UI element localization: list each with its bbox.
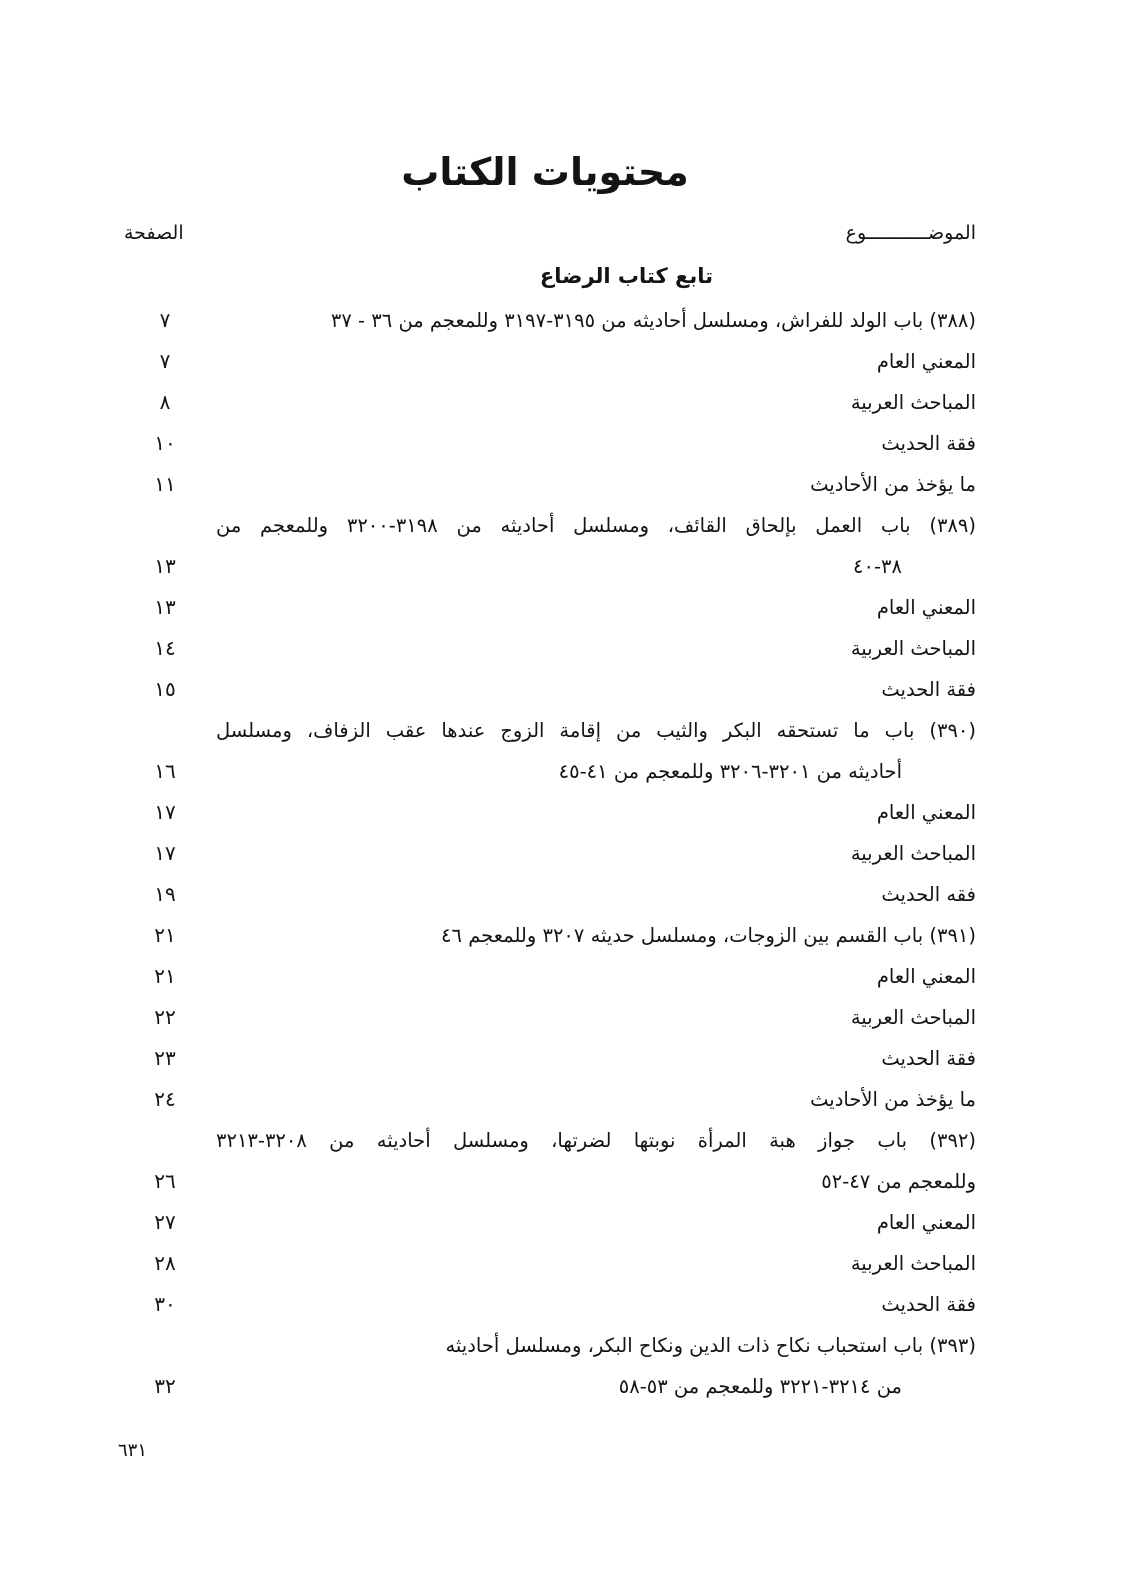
toc-entry-text: فقة الحديث	[881, 678, 976, 701]
toc-entry-text: من ٣٢١٤-٣٢٢١ وللمعجم من ٥٣-٥٨	[618, 1375, 902, 1398]
toc-row	[0, 1079, 1138, 1120]
toc-entry-text: فقة الحديث	[881, 1047, 976, 1070]
toc-row	[0, 1243, 1138, 1284]
toc-entry-text: ٣٨-٤٠	[853, 555, 902, 578]
toc-entry-page: ٢٢	[154, 1005, 176, 1029]
toc-row	[0, 1325, 1138, 1366]
toc-entry-page: ٢١	[154, 923, 176, 947]
toc-entry-text: المعني العام	[876, 965, 976, 988]
toc-entry-text: فقة الحديث	[881, 1293, 976, 1316]
toc-entry-page: ٧	[159, 349, 171, 373]
toc-row	[0, 1161, 1138, 1202]
toc-row	[0, 382, 1138, 423]
toc-row	[0, 1202, 1138, 1243]
toc-row	[0, 546, 1138, 587]
toc-entry-page: ١٤	[154, 636, 176, 660]
toc-row	[0, 628, 1138, 669]
toc-entry-text: المباحث العربية	[850, 842, 976, 865]
toc-row	[0, 956, 1138, 997]
toc-row	[0, 710, 1138, 751]
toc-row	[0, 300, 1138, 341]
toc-entry-page: ١٧	[154, 800, 176, 824]
toc-row	[0, 341, 1138, 382]
toc-row	[0, 997, 1138, 1038]
toc-row	[0, 833, 1138, 874]
toc-entry-page: ٢١	[154, 964, 176, 988]
toc-row	[0, 874, 1138, 915]
toc-row	[0, 587, 1138, 628]
toc-row	[0, 464, 1138, 505]
toc-row	[0, 669, 1138, 710]
toc-entry-text: المعني العام	[876, 350, 976, 373]
toc-row	[0, 1366, 1138, 1407]
page-title: محتويات الكتاب	[401, 150, 689, 194]
toc-entry-page: ١٣	[154, 595, 176, 619]
toc-entry-text: فقه الحديث	[881, 883, 976, 906]
toc-row	[0, 505, 1138, 546]
toc-entry-page: ١٦	[154, 759, 176, 783]
toc-entry-page: ٢٤	[154, 1087, 176, 1111]
toc-entry-text: فقة الحديث	[881, 432, 976, 455]
page-column-header: الصفحة	[124, 222, 184, 244]
toc-entry-page: ٣٠	[154, 1292, 176, 1316]
toc-row	[0, 751, 1138, 792]
section-heading: تابع كتاب الرضاع	[539, 264, 713, 288]
toc-row	[0, 915, 1138, 956]
page-number: ٦٣١	[118, 1440, 148, 1461]
toc-entry-text: أحاديثه من ٣٢٠١-٣٢٠٦ وللمعجم من ٤١-٤٥	[558, 760, 902, 783]
toc-entry-text: (٣٨٨) باب الولد للفراش، ومسلسل أحاديثه من ٣١٩٥-٣١٩٧ وللمعجم من ٣٦ - ٣٧	[330, 309, 976, 332]
toc-entry-text: المباحث العربية	[850, 637, 976, 660]
toc-entry-page: ٢٨	[154, 1251, 176, 1275]
toc-entry-page: ١٣	[154, 554, 176, 578]
toc-entry-text: (٣٩٠) باب ما تستحقه البكر والثيب من إقامة الزوج عندها عقب الزفاف، ومسلسل	[216, 719, 976, 742]
toc-entry-text: (٣٩٢) باب جواز هبة المرأة نوبتها لضرتها، ومسلسل أحاديثه من ٣٢٠٨-٣٢١٣	[216, 1129, 976, 1152]
topic-column-header: الموضـــــــــــوع	[845, 222, 976, 244]
toc-entry-text: المباحث العربية	[850, 391, 976, 414]
toc-entry-text: (٣٩٣) باب استحباب نكاح ذات الدين ونكاح البكر، ومسلسل أحاديثه	[445, 1334, 976, 1357]
toc-row	[0, 1120, 1138, 1161]
toc-entry-page: ١٩	[154, 882, 176, 906]
toc-entry-page: ١١	[154, 472, 176, 496]
toc-entry-page: ٢٧	[154, 1210, 176, 1234]
toc-entry-text: المباحث العربية	[850, 1252, 976, 1275]
toc-entry-text: (٣٨٩) باب العمل بإلحاق القائف، ومسلسل أحاديثه من ٣١٩٨-٣٢٠٠ وللمعجم من	[216, 514, 976, 537]
toc-entry-text: المباحث العربية	[850, 1006, 976, 1029]
toc-entry-text: (٣٩١) باب القسم بين الزوجات، ومسلسل حديثه ٣٢٠٧ وللمعجم ٤٦	[441, 924, 976, 947]
toc-row	[0, 423, 1138, 464]
table-of-contents	[0, 300, 1138, 1407]
toc-entry-text: ما يؤخذ من الأحاديث	[810, 1088, 976, 1111]
toc-entry-page: ٢٦	[154, 1169, 176, 1193]
toc-entry-page: ٣٢	[154, 1374, 176, 1398]
toc-entry-text: المعني العام	[876, 1211, 976, 1234]
toc-entry-text: المعني العام	[876, 596, 976, 619]
toc-entry-page: ٧	[159, 308, 171, 332]
toc-entry-page: ١٧	[154, 841, 176, 865]
toc-entry-text: المعني العام	[876, 801, 976, 824]
toc-entry-text: وللمعجم من ٤٧-٥٢	[821, 1170, 976, 1193]
toc-row	[0, 792, 1138, 833]
toc-entry-page: ١٥	[154, 677, 176, 701]
toc-entry-text: ما يؤخذ من الأحاديث	[810, 473, 976, 496]
toc-entry-page: ١٠	[154, 431, 176, 455]
toc-entry-page: ٨	[159, 390, 171, 414]
toc-row	[0, 1038, 1138, 1079]
toc-row	[0, 1284, 1138, 1325]
toc-entry-page: ٢٣	[154, 1046, 176, 1070]
